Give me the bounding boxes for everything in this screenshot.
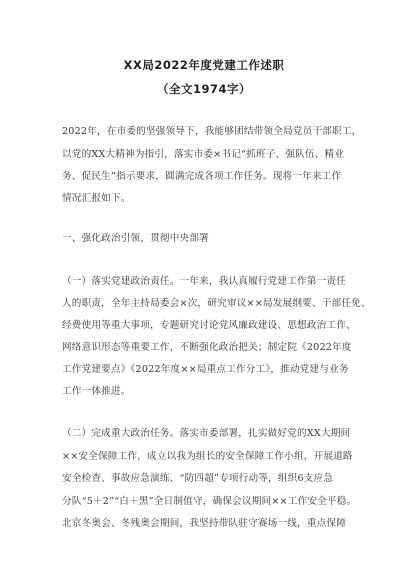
paragraph-line: （一）落实党建政治责任。一年来，我认真履行党建工作第一责任 xyxy=(62,276,347,287)
paragraph-line: 2022年，在市委的坚强领导下，我能够团结带领全局党员干部职工， xyxy=(62,126,362,137)
document-subtitle: （全文1974字） xyxy=(156,82,251,96)
paragraph-line: 情况汇报如下。 xyxy=(62,193,131,204)
paragraph-line: 分队“5＋2”“白＋黑”全日制值守，确保会议期间××工作安全平稳。 xyxy=(62,496,357,507)
paragraph-line: 安全检查、事故应急演练、“防四超”专项行动等，组织6支应急 xyxy=(62,473,334,484)
paragraph-line: 工作党建要点》《2022年度××局重点工作分工》，推动党建与业务 xyxy=(62,364,349,375)
section-heading: 一、强化政治引领，贯彻中央部署 xyxy=(62,233,209,244)
paragraph-line: 网络意识形态等重要工作，不断强化政治把关；制定院《2022年度 xyxy=(62,342,352,353)
paragraph-line: （二）完成重大政治任务。落实市委部署，扎实做好党的XX大期间 xyxy=(62,428,351,439)
paragraph-line: 以党的XX大精神为指引，落实市委×书记“抓班子、强队伍、精业 xyxy=(62,149,345,160)
paragraph-line: ××安全保障工作，成立以我为组长的安全保障工作小组，开展道路 xyxy=(62,451,353,462)
paragraph-line: 务、促民生”指示要求，圆满完成各项工作任务。现将一年来工作 xyxy=(62,171,342,182)
document-title: XX局2022年度党建工作述职 xyxy=(123,58,285,72)
paragraph-line: 经费使用等重大事项，专题研究讨论党风廉政建设、思想政治工作、 xyxy=(62,320,356,331)
paragraph-line: 工作一体推进。 xyxy=(62,386,131,397)
paragraph-line: 北京冬奥会、冬残奥会期间，我坚持带队驻守赛场一线，重点保障 xyxy=(62,518,347,529)
paragraph-line: 人的职责，全年主持局委会×次，研究审议××局发展纲要、干部任免、 xyxy=(62,298,371,309)
